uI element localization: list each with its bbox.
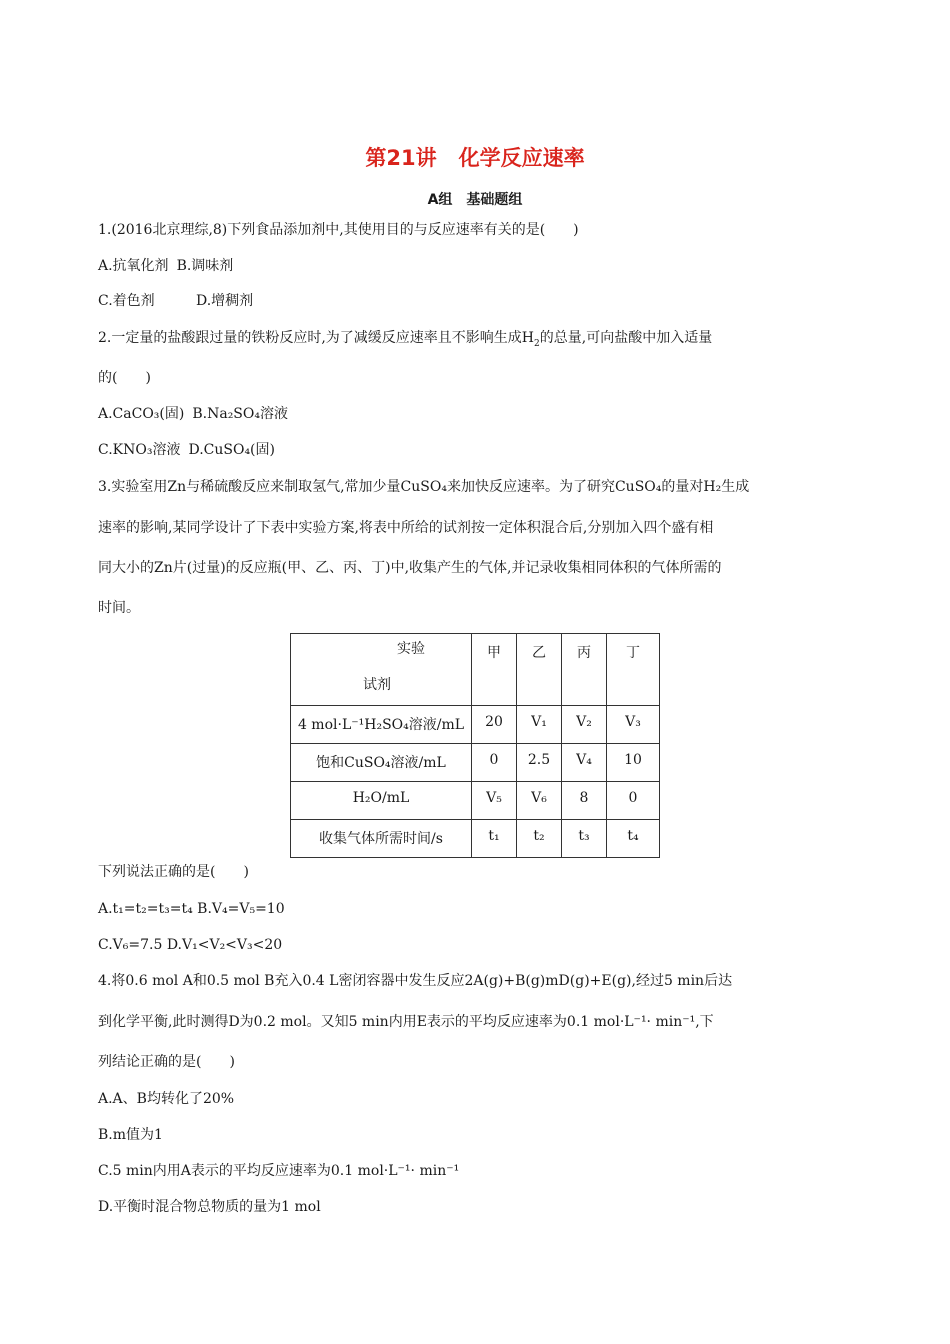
- q2-option-b: B.Na₂SO₄溶液: [192, 406, 288, 422]
- header-ding: 丁: [607, 634, 660, 706]
- q1-option-d: D.增稠剂: [196, 293, 254, 309]
- row-label: 收集气体所需时间/s: [291, 820, 472, 858]
- table-cell: t₃: [562, 820, 607, 858]
- row-label: 饱和CuSO₄溶液/mL: [291, 744, 472, 782]
- table-row: [291, 820, 660, 858]
- q4-line-2: 到化学平衡,此时测得D为0.2 mol。又知5 min内用E表示的平均反应速率为0.1 mol·L⁻¹· min⁻¹,下: [98, 1014, 714, 1030]
- table-cell: V₁: [517, 706, 562, 744]
- q2-stem-cont: 的( ): [98, 370, 151, 386]
- group-heading: [0, 189, 950, 209]
- table-row: [291, 782, 660, 820]
- q1-option-c: C.着色剂: [98, 293, 155, 309]
- table-cell: 0: [607, 782, 660, 820]
- table-cell: t₁: [472, 820, 517, 858]
- row-label: H₂O/mL: [291, 782, 472, 820]
- header-yi: 乙: [517, 634, 562, 706]
- table-cell: t₄: [607, 820, 660, 858]
- q3-options-ab: A.t₁=t₂=t₃=t₄ B.V₄=V₅=10: [98, 901, 285, 917]
- q2-options-ab: [98, 404, 288, 424]
- table-header-row: [291, 634, 660, 706]
- table-cell: V₄: [562, 744, 607, 782]
- q2-option-a: A.CaCO₃(固): [98, 406, 185, 422]
- q3-ask: 下列说法正确的是( ): [98, 864, 249, 880]
- group-name: 基础题组: [466, 192, 523, 208]
- table-cell: 2.5: [517, 744, 562, 782]
- q3-line-3: 同大小的Zn片(过量)的反应瓶(甲、乙、丙、丁)中,收集产生的气体,并记录收集相同体积的气体所需的: [98, 560, 722, 576]
- q2-stem: 2.一定量的盐酸跟过量的铁粉反应时,为了减缓反应速率且不影响生成$H_2$的总量,可向盐酸中加入适量: [98, 330, 713, 349]
- lesson-number: 第21讲: [365, 146, 437, 170]
- q4-option-d: D.平衡时混合物总物质的量为1 mol: [98, 1199, 321, 1215]
- corner-label-reagent: 试剂: [363, 677, 391, 693]
- table-corner-cell: [291, 634, 472, 706]
- table-row: [291, 744, 660, 782]
- q1-options-ab: [98, 256, 233, 276]
- q3-line-2: 速率的影响,某同学设计了下表中实验方案,将表中所给的试剂按一定体积混合后,分别加入四个盛有相: [98, 520, 714, 536]
- table-cell: 20: [472, 706, 517, 744]
- table-cell: V₃: [607, 706, 660, 744]
- experiment-table: [290, 633, 660, 858]
- header-bing: 丙: [562, 634, 607, 706]
- table-cell: t₂: [517, 820, 562, 858]
- q1-stem: 1.(2016北京理综,8)下列食品添加剂中,其使用目的与反应速率有关的是( ): [98, 222, 579, 238]
- table-row: [291, 706, 660, 744]
- q4-line-1: 4.将0.6 mol A和0.5 mol B充入0.4 L密闭容器中发生反应2A(g)+B(g)mD(g)+E(g),经过5 min后达: [98, 973, 733, 989]
- q4-option-a: A.A、B均转化了20%: [98, 1091, 235, 1107]
- q2-option-d: D.CuSO₄(固): [188, 442, 275, 458]
- table-cell: V₂: [562, 706, 607, 744]
- table-cell: 10: [607, 744, 660, 782]
- q1-option-a: A.抗氧化剂: [98, 258, 169, 274]
- q4-option-c: C.5 min内用A表示的平均反应速率为0.1 mol·L⁻¹· min⁻¹: [98, 1163, 460, 1179]
- q3-options-cd: C.V₆=7.5 D.V₁<V₂<V₃<20: [98, 937, 283, 953]
- q2-options-cd: [98, 440, 275, 460]
- group-label: A组: [427, 192, 453, 208]
- q1-option-b: B.调味剂: [176, 258, 234, 274]
- q3-line-1: 3.实验室用Zn与稀硫酸反应来制取氢气,常加少量CuSO₄来加快反应速率。为了研究CuSO₄的量对H₂生成: [98, 479, 750, 495]
- q3-line-4: 时间。: [98, 600, 140, 616]
- q4-line-3: 列结论正确的是( ): [98, 1054, 235, 1070]
- lesson-topic: 化学反应速率: [458, 146, 585, 170]
- q4-option-b: B.m值为1: [98, 1127, 163, 1143]
- table-cell: 8: [562, 782, 607, 820]
- table-cell: V₆: [517, 782, 562, 820]
- corner-label-experiment: 实验: [397, 641, 425, 657]
- table-cell: 0: [472, 744, 517, 782]
- q2-option-c: C.KNO₃溶液: [98, 442, 181, 458]
- q1-options-cd: [98, 291, 253, 311]
- row-label: 4 mol·L⁻¹H₂SO₄溶液/mL: [291, 706, 472, 744]
- header-jia: 甲: [472, 634, 517, 706]
- table-cell: V₅: [472, 782, 517, 820]
- lesson-title: [0, 142, 950, 172]
